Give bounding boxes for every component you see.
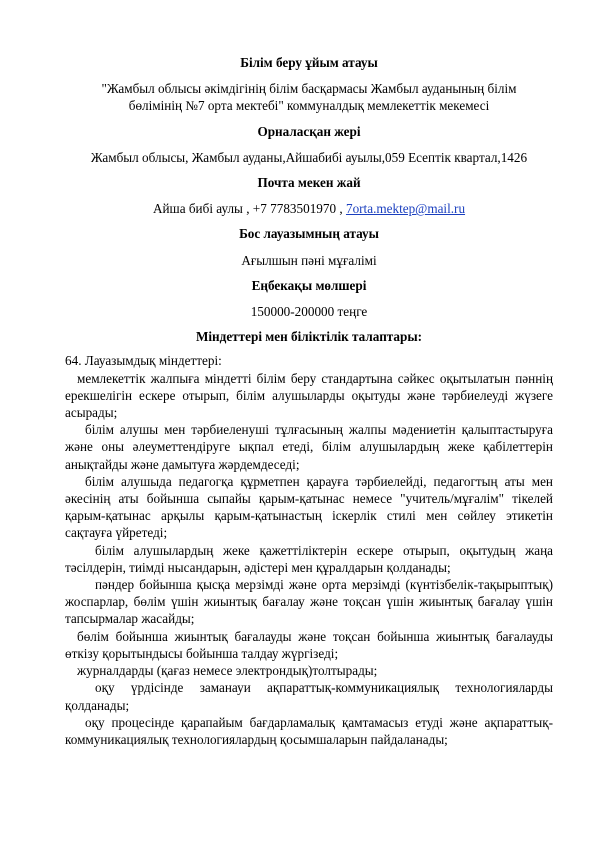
vacancy-heading: Бос лауазымның атауы	[239, 226, 379, 242]
location-address: Жамбыл облысы, Жамбыл ауданы,Айшабибі ауылы,059 Есептік квартал,1426	[90, 149, 528, 165]
salary-amount: 150000-200000 теңге	[250, 304, 368, 320]
duty-item: оқу үрдісінде заманауи ақпараттық-коммуникациялық технологияларды қолданады;	[65, 680, 553, 713]
vacancy-title: Ағылшын пәні мұғалімі	[241, 252, 377, 268]
salary-heading: Еңбекақы мөлшері	[251, 277, 367, 293]
duty-item: мемлекеттік жалпыға міндетті білім беру стандартына сәйкес оқытылатын пәннің ерекшелігін ескере отырып, білім алушыларды оқытуды және тәрбиелеуді жүзеге асырады;	[65, 370, 553, 421]
duties-intro: 64. Лауазымдық міндеттері:	[65, 353, 222, 369]
org-name: "Жамбыл облысы әкімдігінің білім басқармасы Жамбыл ауданының білім бөлімінің №7 орта мектебі" коммуналдық мемлекеттік мекемесі	[101, 81, 517, 114]
duty-item: пәндер бойынша қысқа мерзімді және орта мерзімді (күнтізбелік-тақырыптық) жоспарлар, бөлім үшін жиынтық бағалау және тоқсан үшін жиынтық бағалау үшін тапсырмалар жасайды;	[65, 577, 553, 627]
postal-text: Айша бибі аулы , +7 7783501970 ,	[152, 201, 346, 217]
duty-item: білім алушы мен тәрбиеленуші тұлғасының жалпы мәдениетін қалыптастыруға және оны әлеуметтендіруге ықпал етеді, білім алушылардың жеке қабілеттерін анықтайды және дамытуға жәрдемдеседі;	[65, 422, 553, 472]
location-heading: Орналасқан жері	[257, 123, 361, 139]
duty-item: журналдарды (қағаз немесе электрондық)толтырады;	[77, 663, 378, 679]
duty-item: білім алушылардың жеке қажеттіліктерін ескере отырып, оқытудың жаңа тәсілдерін, тиімді нысандарын, әдістері мен құралдарын қолданады;	[65, 542, 553, 575]
org-heading: Білім беру ұйым атауы	[240, 55, 378, 70]
duty-item: оқу процесінде қарапайым бағдарламалық қамтамасыз етуді және ақпараттық-коммуникациялық технологиялардың қосымшаларын пайдаланады;	[65, 714, 553, 747]
requirements-heading: Міндеттері мен біліктілік талаптары:	[195, 329, 423, 345]
document-page	[65, 54, 553, 748]
postal-line	[65, 200, 553, 217]
email-link[interactable]: 7orta.mektep@mail.ru	[345, 201, 466, 217]
duty-item: бөлім бойынша жиынтық бағалауды және тоқсан бойынша жиынтық бағалауды өткізу қорытындысы бойынша талдау жүргізеді;	[65, 628, 553, 661]
duties-list	[65, 352, 553, 748]
duty-item: білім алушыда педагогқа құрметпен қарауға тәрбиелейді, педагогтың аты мен әкесінің аты бойынша сыпайы қарым-қатынас немесе "учитель/мұғалім" тікелей қарым-қатынас арқылы қарым-қатынастың іскерлік стилі мен сөйлеу этикетін сақтауға үйретеді;	[65, 473, 553, 541]
postal-heading: Почта мекен жай	[257, 175, 361, 191]
